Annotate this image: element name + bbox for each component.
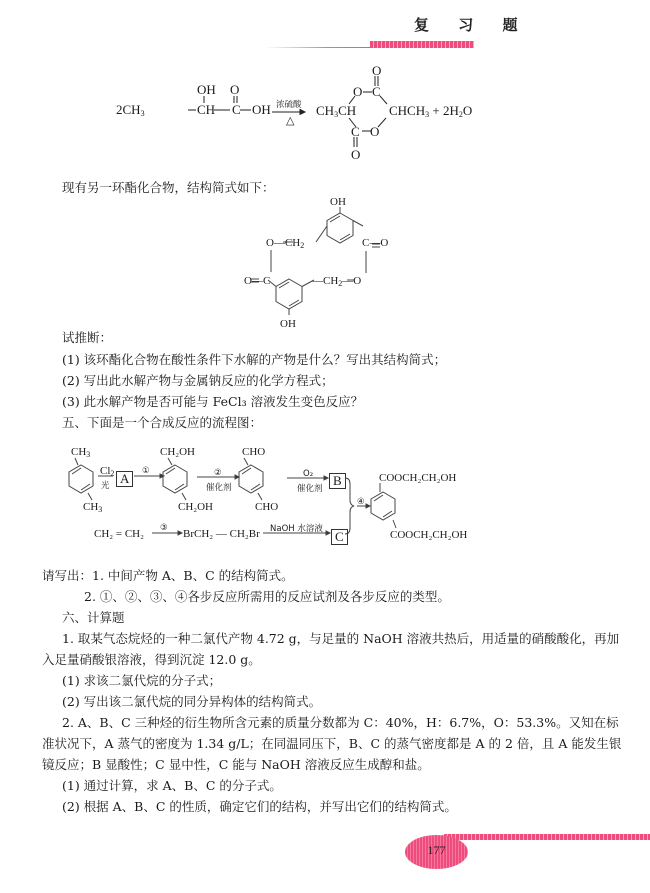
- question-4-1: (1) 该环酯化合物在酸性条件下水解的产物是什么？写出其结构简式；: [62, 352, 447, 367]
- ring-o-bottom: O: [370, 124, 380, 139]
- carbonyl-o-top: O: [372, 63, 382, 78]
- product-ester-bottom: COOCH₂CH₂OH: [390, 529, 468, 541]
- byproduct-water: + 2H: [432, 103, 459, 118]
- section-6-title: 六、计算题: [62, 610, 125, 625]
- problem-1-question-1: (1) 求该二氯代烷的分子式；: [62, 673, 222, 688]
- xylene-ch3-top: CH: [71, 446, 87, 458]
- condition-heat: △: [286, 115, 295, 127]
- problem-1-question-2: (2) 写出该二氯代烷的同分异构体的结构简式。: [62, 694, 322, 709]
- catalyst2-label: 催化剂: [297, 484, 323, 494]
- problem-1-line-2: 入足量硝酸银溶液，得到沉淀 12.0 g。: [42, 652, 261, 667]
- step-3-label: ③: [160, 523, 168, 533]
- oh-bottom: OH: [280, 318, 296, 330]
- o-ch2-top: O—CH: [266, 237, 301, 249]
- product-ester-top: COOCH₂CH₂OH: [379, 472, 457, 484]
- reagent-o2: O₂: [303, 469, 314, 479]
- xylene-ch3-bottom: CH: [83, 501, 99, 513]
- reagent-cl2: Cl: [100, 465, 111, 477]
- catalyst-label: 催化剂: [206, 483, 232, 493]
- request-label: 请写出：: [42, 568, 93, 583]
- carbonyl-right: C—O: [362, 237, 389, 249]
- problem-1-line-1: 1. 取某气态烷烃的一种二氯代产物 4.72 g，与足量的 NaOH 溶液共热后，用适量的硝酸酸化，再加: [62, 631, 620, 646]
- ring-c-bottom: C: [351, 124, 360, 139]
- step-1-label: ①: [142, 466, 150, 476]
- dialdehyde-top: CHO: [242, 446, 266, 458]
- carbonyl-o-bottom: O: [351, 147, 361, 162]
- ethene: CH₂ = CH₂: [94, 528, 144, 540]
- intermediate-a-box: A: [116, 471, 133, 487]
- dialdehyde-bottom: CHO: [255, 501, 279, 513]
- problem-2-question-2: (2) 根据 A、B、C 的性质，确定它们的结构，并写出它们的结构简式。: [62, 799, 457, 814]
- reagent-light: 光: [101, 481, 110, 491]
- question-4-3: (3) 此水解产物是否可能与 FeCl₃ 溶液发生变色反应？: [62, 394, 364, 409]
- reactant-terminal-oh: OH: [252, 102, 271, 117]
- intermediate-c-box: C: [331, 529, 348, 545]
- problem-2-line-3: 镜反应；B 显酸性；C 显中性，C 能与 NaOH 溶液反应生成醇和盐。: [42, 757, 430, 772]
- diol-bottom: CH₂OH: [178, 501, 214, 513]
- diol-top: CH₂OH: [160, 446, 196, 458]
- product-ch3: CH: [316, 103, 335, 118]
- ring-c-top: C: [372, 84, 381, 99]
- step-2-label: ②: [214, 468, 222, 478]
- infer-prompt: 试推断：: [62, 330, 113, 345]
- problem-2-question-1: (1) 通过计算，求 A、B、C 的分子式。: [62, 778, 282, 793]
- reactant-carbonyl-o: O: [230, 82, 240, 97]
- request-2: 2. ①、②、③、④各步反应所需用的反应试剂及各步反应的类型。: [84, 589, 450, 604]
- oh-top: OH: [330, 196, 346, 208]
- step-4-label: ④: [357, 497, 365, 507]
- carbonyl-left: O—C: [244, 275, 271, 287]
- product-ch: CH: [338, 103, 357, 118]
- intro-text: 现有另一环酯化合物，结构简式如下：: [62, 180, 275, 195]
- ring-o-top: O: [353, 84, 363, 99]
- reactant-oh: OH: [197, 82, 216, 97]
- running-header-title: 复 习 题: [414, 16, 530, 34]
- product-chch3: CHCH: [389, 103, 426, 118]
- dibromoethane: BrCH₂ — CH₂Br: [183, 528, 260, 540]
- reactant-ch: CH: [197, 102, 216, 117]
- reactant-c: C: [232, 102, 241, 117]
- ch2-bottom: —CH: [312, 275, 339, 287]
- intermediate-b-box: B: [329, 473, 346, 489]
- section-5-title: 五、下面是一个合成反应的流程图：: [62, 415, 263, 430]
- reagent-naoh-aq: NaOH 水溶液: [270, 524, 323, 534]
- footer-accent-bar: [440, 834, 650, 840]
- page-number: 177: [427, 843, 446, 857]
- problem-2-line-1: 2. A、B、C 三种烃的衍生物所含元素的质量分数都为 C：40%，H：6.7%，O：53.3%。又知在标: [62, 715, 619, 730]
- problem-2-line-2: 准状况下，A 蒸气的密度为 1.34 g/L；在同温同压下，B、C 的蒸气密度都是 A 的 2 倍，且 A 能发生银: [42, 736, 622, 751]
- reactant-coefficient: 2CH: [116, 102, 141, 117]
- question-4-2: (2) 写出此水解产物与金属钠反应的化学方程式；: [62, 373, 334, 388]
- request-1: 1. 中间产物 A、B、C 的结构简式。: [92, 568, 294, 583]
- condition-conc-h2so4: 浓硫酸: [276, 100, 302, 110]
